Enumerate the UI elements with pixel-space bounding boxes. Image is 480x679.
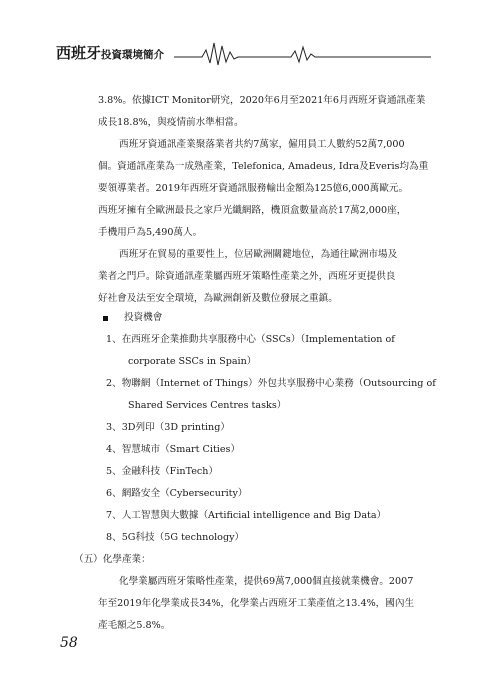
- running-header: [56, 38, 436, 68]
- section-heading: 投資機會: [124, 312, 163, 323]
- text-line: 業者之門戶。除資通訊產業屬西班牙策略性產業之外，西班牙更提供良: [98, 271, 396, 282]
- header-wave-rule: [56, 38, 436, 68]
- text-line: 好社會及法至安全環境，為歐洲創新及數位發展之重鎮。: [98, 293, 338, 304]
- text-line: 西班牙資通訊產業聚落業者共約7萬家，僱用員工人數約52萬7,000: [119, 139, 405, 150]
- list-item: 7、人工智慧與大數據（Artificial intelligence and Big Data）: [106, 510, 387, 521]
- list-item: 4、智慧城市（Smart Cities）: [106, 444, 241, 455]
- square-bullet-icon: [103, 316, 108, 321]
- list-item-continuation: corporate SSCs in Spain）: [128, 356, 257, 367]
- text-line: 西班牙在貿易的重要性上，位居歐洲關鍵地位，為通往歐洲市場及: [119, 249, 398, 260]
- list-item: 8、5G科技（5G technology）: [106, 532, 245, 543]
- text-line: 年至2019年化學業成長34%，化學業占西班牙工業產值之13.4%，國內生: [98, 598, 415, 609]
- text-line: 成長18.8%，與疫情前水準相當。: [98, 117, 244, 128]
- list-item: 1、在西班牙企業推動共享服務中心（SSCs）（Implementation of: [106, 334, 395, 345]
- list-item: 5、金融科技（FinTech）: [106, 466, 219, 477]
- section-heading: （五）化學產業：: [74, 554, 151, 565]
- text-line: 化學業屬西班牙策略性產業，提供69萬7,000個直接就業機會。2007: [119, 576, 414, 587]
- text-line: 手機用戶為5,490萬人。: [98, 227, 203, 238]
- text-line: 3.8%。依據ICT Monitor研究，2020年6月至2021年6月西班牙資通訊產業: [98, 95, 426, 106]
- page-number: 58: [60, 635, 78, 651]
- header-title-sub: 投資環境簡介: [101, 49, 165, 61]
- text-line: 產毛額之5.8%。: [98, 620, 171, 631]
- list-item: 6、網路安全（Cybersecurity）: [106, 488, 248, 499]
- header-title-main: 西班牙: [56, 44, 102, 62]
- list-item: 2、物聯網（Internet of Things）外包共享服務中心業務（Outsourcing of: [106, 378, 436, 389]
- text-line: 要領導業者。2019年西班牙資通訊服務輸出金額為125億6,000萬歐元。: [98, 183, 409, 194]
- text-line: 西班牙擁有全歐洲最長之家戶光纖網路，機頂盒數量高於17萬2,000座，: [98, 205, 407, 216]
- text-line: 個。資通訊產業為一成熟產業，Telefonica, Amadeus, Idra及Everis均為重: [98, 161, 429, 172]
- list-item: 3、3D列印（3D printing）: [106, 422, 230, 433]
- list-item-continuation: Shared Services Centres tasks）: [128, 400, 287, 411]
